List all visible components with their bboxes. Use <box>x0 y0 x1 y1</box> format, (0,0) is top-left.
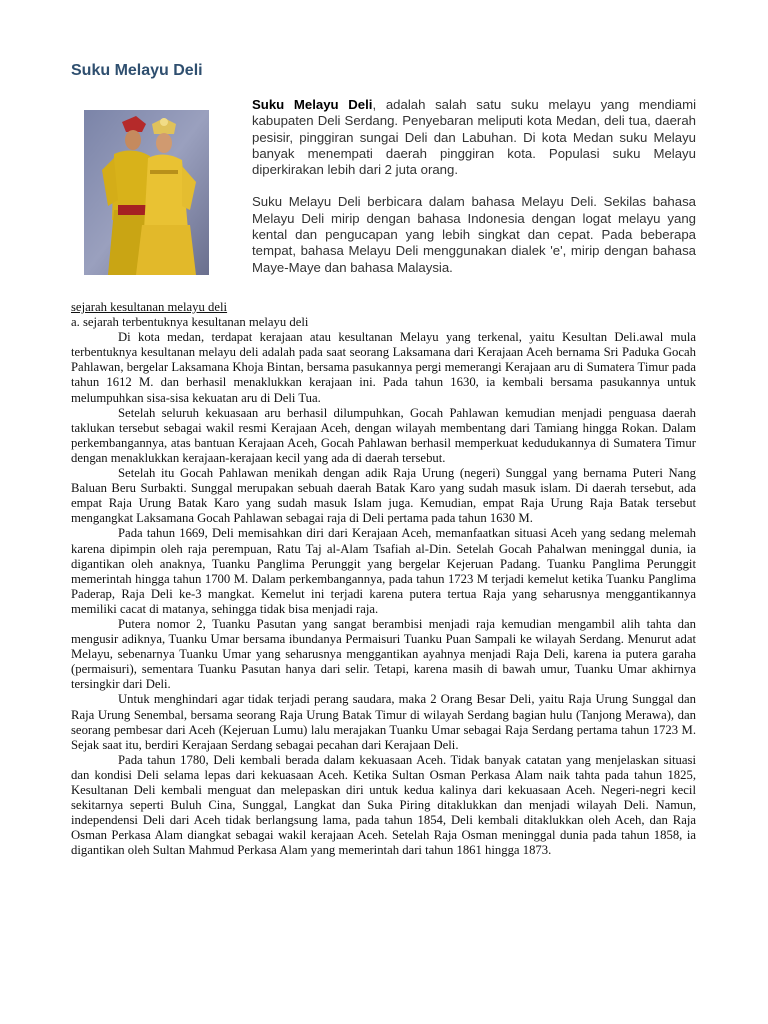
intro-paragraph-1-text: , adalah salah satu suku melayu yang mendiami kabupaten Deli Serdang. Penyebaran meliputi kota Medan, deli tua, daerah pesisir, pinggiran sungai Deli dan Labuhan. Di kota Medan suku Melayu banyak menempati daerah pinggiran kota. Populasi suku Melayu diperkirakan lebih dari 2 juta orang. <box>252 97 697 178</box>
section-heading: sejarah kesultanan melayu deli <box>71 300 228 314</box>
history-paragraph: Putera nomor 2, Tuanku Pasutan yang sangat berambisi menjadi raja kemudian mengambil alih tahta dan mengusir adiknya, Tuanku Umar bersama ibundanya Permaisuri Tuanku Puan Sampali ke wilayah Serdang. Menurut adat Melayu, sebenarnya Tuanku Umar yang seharusnya menggantikan ayahnya menjadi Raja Deli, karena ia putera garaha (permaisuri), sementara Tuanku Pasutan hanya dari selir. Tetapi, karena masih di bawah umur, Tuanku Umar akhirnya tersingkir dari Deli. <box>71 616 696 692</box>
history-paragraph: Untuk menghindari agar tidak terjadi perang saudara, maka 2 Orang Besar Deli, yaitu Raja Urung Sunggal dan Raja Urung Senembal, bersama seorang Raja Urung Batak Timur di wilayah Serdang bagian hulu (Tanjong Merawa), dan seorang pembesar dari Aceh (Kejeruan Lumu) lalu merajakan Tuanku Umar sebagai Raja Serdang pertama tahun 1723 M. Sejak saat itu, berdiri Kerajaan Serdang sebagai pecahan dari Kerajaan Deli. <box>71 692 696 752</box>
history-section <box>71 300 696 858</box>
history-paragraph: Di kota medan, terdapat kerajaan atau kesultanan Melayu yang terkenal, yaitu Kesultan Deli.awal mula terbentuknya kesultanan melayu deli adalah pada saat seorang Laksamana dari Kerajaan Aceh bernama Sri Paduka Gocah Pahlawan, bergelar Laksamana Khoja Bintan, bersama pasukannya pergi memerangi Kerajaan aru di Sumatera Timur pada tahun 1612 M. dan berhasil menaklukkan kerajaan ini. Pada tahun 1630, ia kembali bersama pasukannya untuk melumpuhkan sisa-sisa kekuatan aru di Deli Tua. <box>71 330 696 405</box>
history-paragraph: Pada tahun 1669, Deli memisahkan diri dari Kerajaan Aceh, memanfaatkan situasi Aceh yang sedang melemah karena dipimpin oleh raja perempuan, Ratu Taj al-Alam Tsafiah al-Din. Setelah Gocah Pahalwan meninggal dunia, ia digantikan oleh anaknya, Tuanku Panglima Perunggit yang bergelar Kejeruan Padang. Tuanku Panglima Perunggit memerintah hingga tahun 1700 M. Dalam perkembangannya, pada tahun 1723 M terjadi kemelut ketika Tuanku Panglima Paderap, Raja Deli ke-3 mangkat. Kemelut ini terjadi karena putera tertua Raja yang seharusnya menggantikannya memiliki cacat di matanya, sehingga tidak bisa menjadi raja. <box>71 526 696 616</box>
intro-bold-name: Suku Melayu Deli <box>252 97 373 112</box>
traditional-dress-photo <box>84 110 209 275</box>
subheading: a. sejarah terbentuknya kesultanan melayu deli <box>71 315 309 330</box>
intro-paragraph-1 <box>252 97 696 178</box>
history-paragraph: Setelah seluruh kekuasaan aru berhasil dilumpuhkan, Gocah Pahlawan kemudian menjadi penguasa daerah taklukan tersebut sebagai wakil resmi Kerajaan Aceh, dengan wilayah membentang dari Tamiang hingga Rokan. Dalam perkembangannya, atas bantuan Kerajaan Aceh, Gocah Pahlawan berhasil memperkuat kedudukannya di Sumatera Timur dengan menaklukkan kerajaan-kerajaan kecil yang ada di daerah tersebut. <box>71 405 696 465</box>
couple-photo <box>84 110 209 275</box>
intro-paragraph-2: Suku Melayu Deli berbicara dalam bahasa Melayu Deli. Sekilas bahasa Melayu Deli mirip dengan bahasa Indonesia dengan logat melayu yang kental dan pengucapan yang lebih singkat dan cepat. Pada beberapa tempat, bahasa Melayu Deli menggunakan dialek 'e', mirip dengan bahasa Maye-Maye dan bahasa Malaysia. <box>252 194 696 275</box>
intro-text <box>252 97 696 292</box>
history-paragraph: Setelah itu Gocah Pahlawan menikah dengan adik Raja Urung (negeri) Sunggal yang bernama Puteri Nang Baluan Beru Surbakti. Sunggal merupakan sebuah daerah Batak Karo yang sudah masuk islam. Di daerah tersebut, ada empat Raja Urung Batak Karo yang sudah masuk Islam juga. Kemudian, empat Raja Urung Raja Batak tersebut mengangkat Laksamana Gocah Pahlawan sebagai raja di Deli pertama pada tahun 1630 M. <box>71 466 696 526</box>
history-paragraph: Pada tahun 1780, Deli kembali berada dalam kekuasaan Aceh. Tidak banyak catatan yang menjelaskan situasi dan kondisi Deli selama lepas dari kekuasaan Aceh. Ketika Sultan Osman Perkasa Alam naik tahta pada tahun 1825, Kesultanan Deli kembali menguat dan melepaskan diri untuk kedua kalinya dari kekuasaan Aceh. Negeri-negri kecil sekitarnya seperti Buluh Cina, Sunggal, Langkat dan Suka Piring ditaklukkan dan menjadi wilayah Deli. Namun, independensi Deli dari Aceh tidak berlangsung lama, pada tahun 1854, Deli kembali ditaklukkan oleh Aceh, dan Raja Osman Perkasa Alam diangkat sebagai wakil kerajaan Aceh. Setelah Raja Osman meninggal dunia pada tahun 1858, ia digantikan oleh Sultan Mahmud Perkasa Alam yang memerintah dari tahun 1861 hingga 1873. <box>71 752 696 858</box>
page-title: Suku Melayu Deli <box>71 62 203 79</box>
